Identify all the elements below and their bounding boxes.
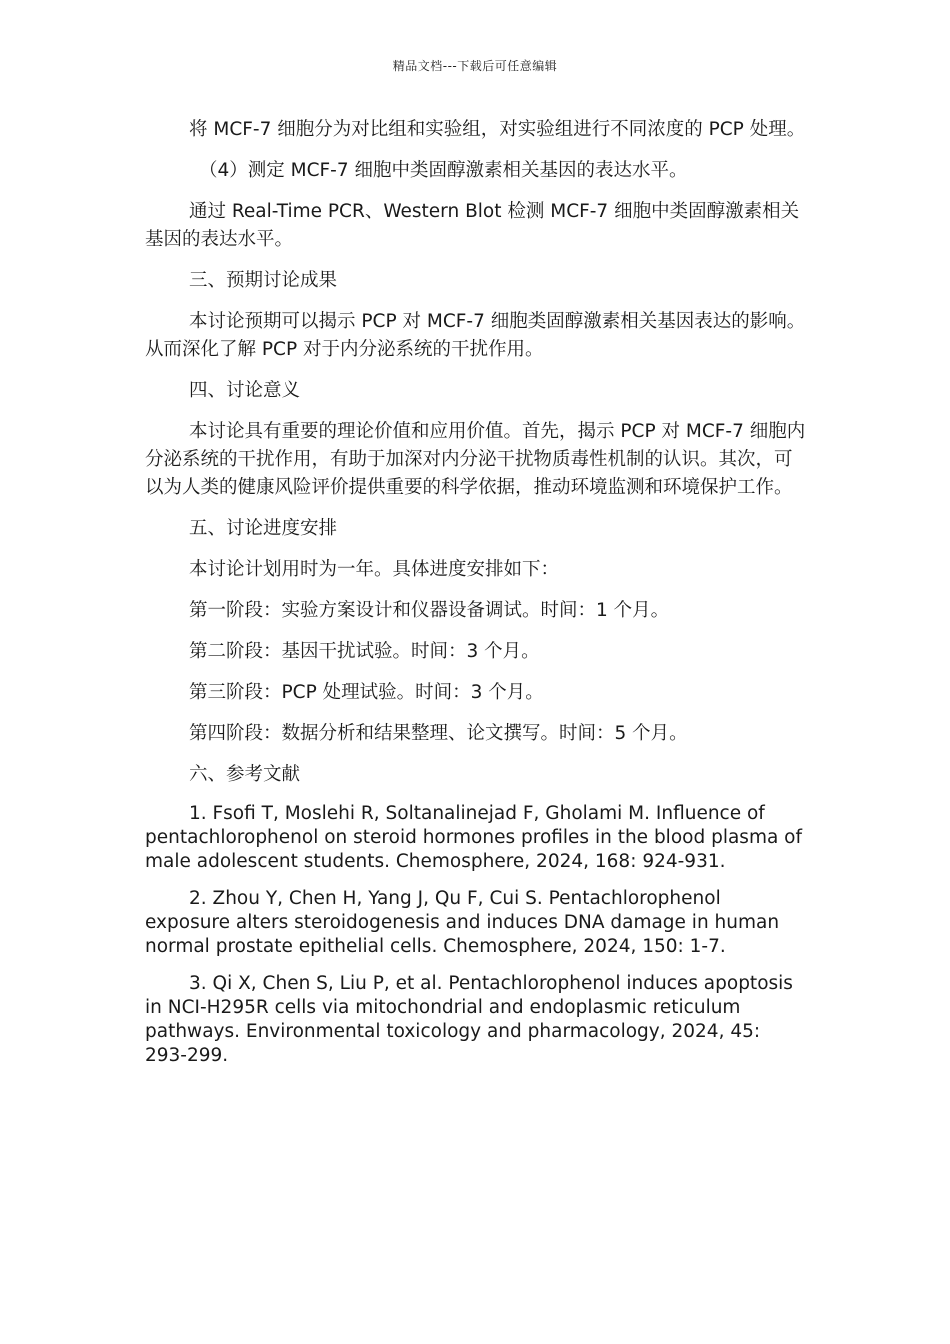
schedule-stage-2: 第二阶段：基因干扰试验。时间：3 个月。 xyxy=(189,641,540,662)
page-header: 精品文档---下载后可任意编辑 xyxy=(392,59,558,73)
schedule-stage-3: 第三阶段：PCP 处理试验。时间：3 个月。 xyxy=(189,682,544,703)
reference-2: 2. Zhou Y, Chen H, Yang J, Qu F, Cui S. Pentachlorophenol exposure alters steroidogenesis and induces DNA damage in human normal prostate epithelial cells. Chemosphere, 2024, 150: 1-7. xyxy=(145,888,780,957)
section-heading-schedule: 五、讨论进度安排 xyxy=(189,518,338,539)
section-heading-references: 六、参考文献 xyxy=(189,764,301,785)
paragraph-grouping: 将 MCF-7 细胞分为对比组和实验组，对实验组进行不同浓度的 PCP 处理。 xyxy=(189,119,806,140)
paragraph-significance: 本讨论具有重要的理论价值和应用价值。首先，揭示 PCP 对 MCF-7 细胞内分泌系统的干扰作用，有助于加深对内分泌干扰物质毒性机制的认识。其次，可以为人类的健康风险评价提供重要的科学依据，推动环境监测和环境保护工作。 xyxy=(145,421,806,498)
document-body xyxy=(145,116,807,1081)
paragraph-schedule-intro: 本讨论计划用时为一年。具体进度安排如下： xyxy=(189,559,560,580)
schedule-stage-1: 第一阶段：实验方案设计和仪器设备调试。时间：1 个月。 xyxy=(189,600,670,621)
paragraph-detection-method: 通过 Real-Time PCR、Western Blot 检测 MCF-7 细胞中类固醇激素相关基因的表达水平。 xyxy=(145,201,800,250)
paragraph-expected-results: 本讨论预期可以揭示 PCP 对 MCF-7 细胞类固醇激素相关基因表达的影响。从而深化了解 PCP 对于内分泌系统的干扰作用。 xyxy=(145,311,806,360)
section-heading-significance: 四、讨论意义 xyxy=(189,380,301,401)
schedule-stage-4: 第四阶段：数据分析和结果整理、论文撰写。时间：5 个月。 xyxy=(189,723,688,744)
reference-3: 3. Qi X, Chen S, Liu P, et al. Pentachlorophenol induces apoptosis in NCI-H295R cells via mitochondrial and endoplasmic reticulum pathways. Environmental toxicology and pharmacology, 2024, 45: 293-299. xyxy=(145,973,793,1066)
step-4-heading: （4）测定 MCF-7 细胞中类固醇激素相关基因的表达水平。 xyxy=(199,160,688,181)
section-heading-expected-results: 三、预期讨论成果 xyxy=(189,270,338,291)
reference-1: 1. Fsofi T, Moslehi R, Soltanalinejad F, Gholami M. Influence of pentachlorophenol on steroid hormones profiles in the blood plasma of male adolescent students. Chemosphere, 2024, 168: 924-931. xyxy=(145,803,803,872)
